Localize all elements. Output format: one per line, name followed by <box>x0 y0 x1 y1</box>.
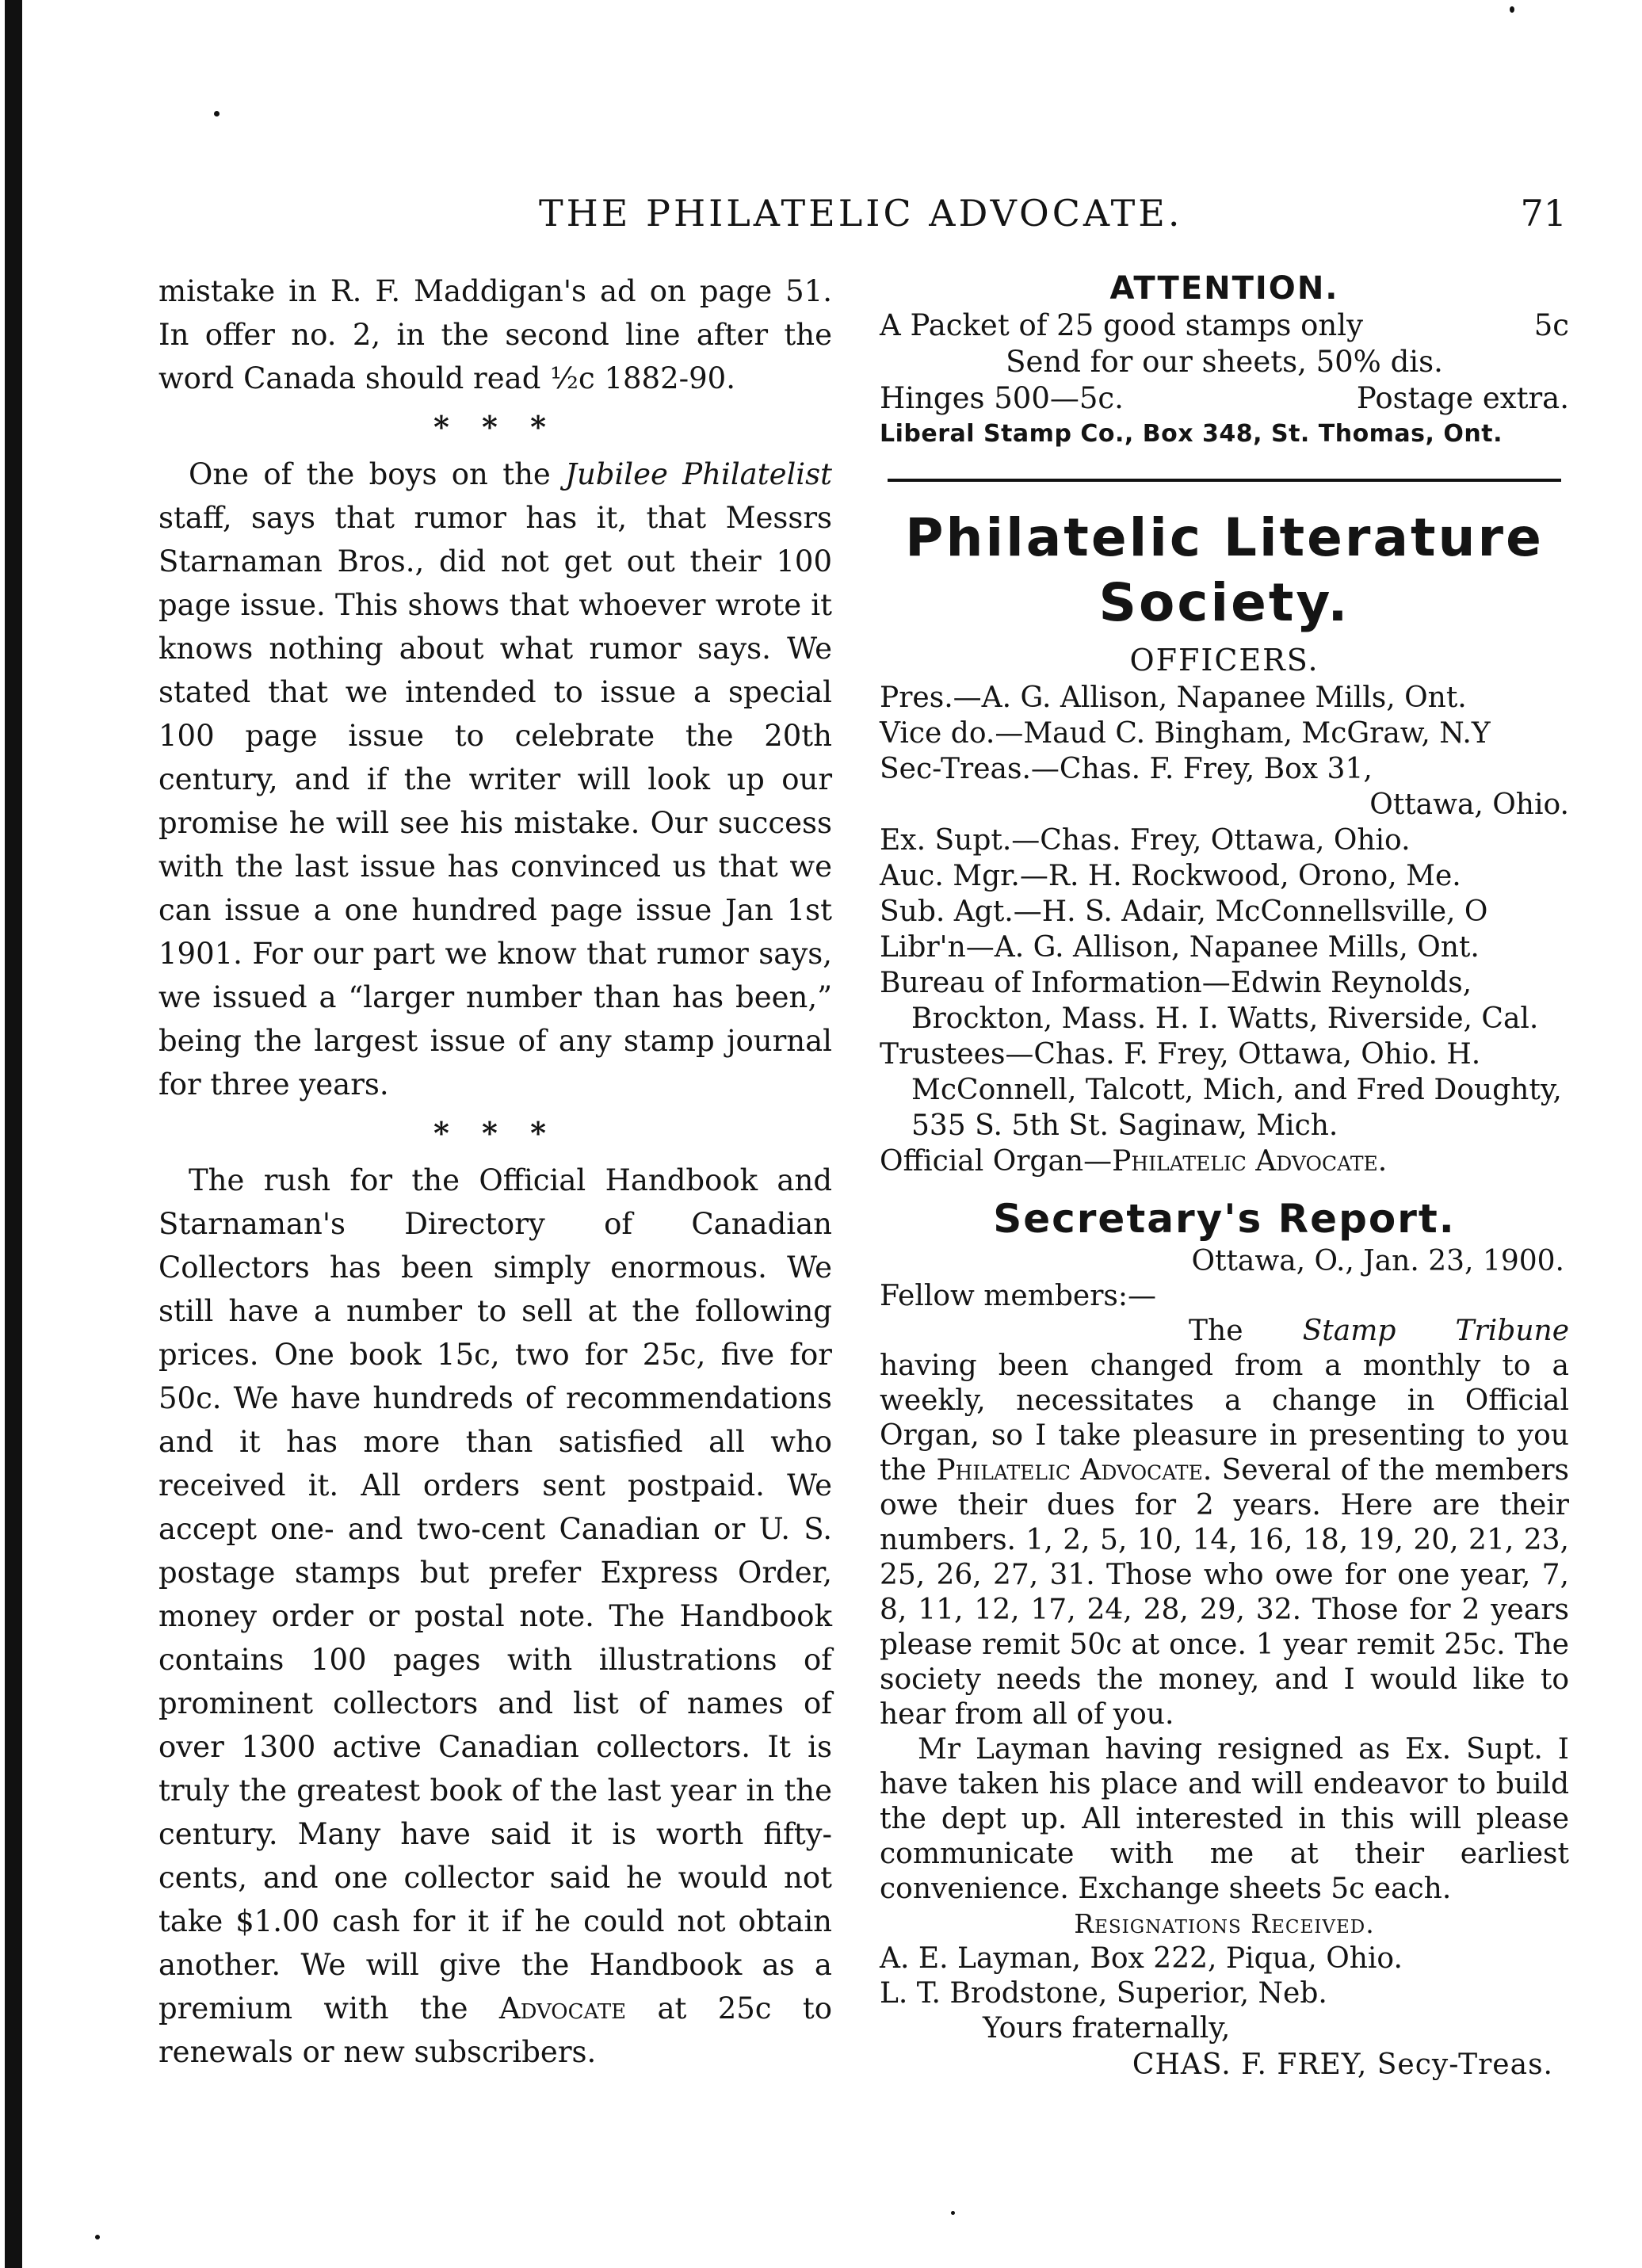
officer-entry: Auc. Mgr.—R. H. Rockwood, Orono, Me. <box>880 860 1461 892</box>
officer-entry: Trustees—Chas. F. Frey, Ottawa, Ohio. H. McConnell, Talcott, Mich, and Fred Doughty, 535 S. 5th St. Saginaw, Mich. <box>880 1038 1562 1142</box>
officer-entry: Sub. Agt.—H. S. Adair, McConnellsville, O <box>880 895 1488 928</box>
report-closing: Yours fraternally, <box>983 2012 1231 2045</box>
resignation-entry: A. E. Layman, Box 222, Piqua, Ohio. <box>880 1942 1403 1975</box>
separator-stars: * * * <box>433 1115 558 1151</box>
resignation-entry: L. T. Brodstone, Superior, Neb. <box>880 1977 1327 2010</box>
right-column <box>880 269 1569 2084</box>
officer-entry: Pres.—A. G. Allison, Napanee Mills, Ont. <box>880 682 1467 714</box>
ink-speck <box>951 2211 955 2215</box>
attention-advert <box>880 269 1569 452</box>
attention-title: ATTENTION. <box>1109 270 1339 307</box>
report-title: Secretary's Report. <box>993 1196 1456 1242</box>
company-line: Liberal Stamp Co., Box 348, St. Thomas, Ont. <box>880 420 1503 448</box>
officer-entry: Ottawa, Ohio. <box>1369 788 1569 821</box>
report-signature: CHAS. F. FREY, Secy-Treas. <box>1132 2048 1553 2081</box>
report-paragraph: Mr Layman having resigned as Ex. Supt. I have taken his place and will endeavor to build the dept up. All interested in this will please communicate with me at their earliest convenience. Exchange sheets 5c each. <box>880 1733 1569 1905</box>
left-column <box>158 269 832 2074</box>
hinges-line: Hinges 500—5c. Postage extra. <box>880 381 1569 415</box>
report-paragraph: The Stamp Tribune having been changed from a monthly to a weekly, necessitates a change in Official Organ, so I take pleasure in presenting to you the Philatelic Advocate. Several of the members owe their dues for 2 years. Here are their numbers. 1, 2, 5, 10, 14, 16, 18, 19, 20, 21, 23, 25, 26, 27, 31. Those who owe for one year, 7, 8, 11, 12, 17, 24, 28, 29, 32. Those for 2 years please remit 50c at once. 1 year remit 25c. The society needs the money, and I would like to hear from all of you. <box>880 1315 1570 1731</box>
officer-entry: Ex. Supt.—Chas. Frey, Ottawa, Ohio. <box>880 824 1411 857</box>
page-number: 71 <box>1520 192 1567 235</box>
officer-entry: Vice do.—Maud C. Bingham, McGraw, N.Y <box>880 717 1491 750</box>
journal-title: THE PHILATELIC ADVOCATE. <box>539 192 1183 235</box>
divider-rule <box>888 479 1561 482</box>
report-salutation: Fellow members:— <box>880 1280 1157 1312</box>
binding-edge <box>5 0 22 2268</box>
sheets-line: Send for our sheets, 50% dis. <box>1006 345 1443 379</box>
ink-speck <box>1510 6 1514 13</box>
officer-entry: Sec-Treas.—Chas. F. Frey, Box 31, <box>880 753 1373 785</box>
stamp-tribune-title: Stamp Tribune <box>1302 1315 1569 1347</box>
officer-entry: Bureau of Information—Edwin Reynolds, Brockton, Mass. H. I. Watts, Riverside, Cal. <box>880 967 1539 1035</box>
jubilee-philatelist-title: Jubilee Philatelist <box>565 457 832 491</box>
official-organ: Official Organ—Philatelic Advocate. <box>880 1145 1388 1178</box>
society-title-line1: Philatelic Literature <box>905 507 1544 568</box>
society-title-line2: Society. <box>1098 572 1350 633</box>
handbook-paragraph: The rush for the Official Handbook and Starnaman's Directory of Canadian Collectors has been simply enormous. We still have a number to sell at the following prices. One book 15c, two for 25c, five for 50c. We have hundreds of recommendations and it has more than satisfied all who received it. All orders sent postpaid. We accept one- and two-cent Canadian or U. S. postage stamps but prefer Express Order, money order or postal note. The Handbook contains 100 pages with illustrations of prominent collectors and list of names of over 1300 active Canadian collectors. It is truly the greatest book of the last year in the century. Many have said it is worth fifty-cents, and one collector said he would not take $1.00 cash for it if he could not obtain another. We will give the Handbook as a premium with the Advocate at 25c to renewals or new subscribers. <box>158 1163 832 2069</box>
page-header <box>539 192 1567 239</box>
resignations-heading: Resignations Received. <box>1074 1908 1375 1939</box>
packet-line: A Packet of 25 good stamps only 5c <box>880 308 1569 342</box>
officers-heading: OFFICERS. <box>1129 643 1319 678</box>
correction-paragraph: mistake in R. F. Maddigan's ad on page 51. In offer no. 2, in the second line after the word Canada should read ½c 1882-90. <box>158 274 832 395</box>
ink-speck <box>214 111 220 116</box>
ink-speck <box>95 2235 100 2239</box>
report-date: Ottawa, O., Jan. 23, 1900. <box>1191 1245 1564 1277</box>
officer-entry: Libr'n—A. G. Allison, Napanee Mills, Ont. <box>880 931 1480 964</box>
rumor-paragraph: One of the boys on the Jubilee Philatelist staff, says that rumor has it, that Messrs Starnaman Bros., did not get out their 100 page issue. This shows that whoever wrote it knows nothing about what rumor says. We stated that we intended to issue a special 100 page issue to celebrate the 20th century, and if the writer will look up our promise he will see his mistake. Our success with the last issue has convinced us that we can issue a one hundred page issue Jan 1st 1901. For our part we know that rumor says, we issued a “larger number than has been,” being the largest issue of any stamp journal for three years. <box>158 457 832 1102</box>
officers-list <box>880 680 1569 1179</box>
separator-stars: * * * <box>433 409 558 445</box>
